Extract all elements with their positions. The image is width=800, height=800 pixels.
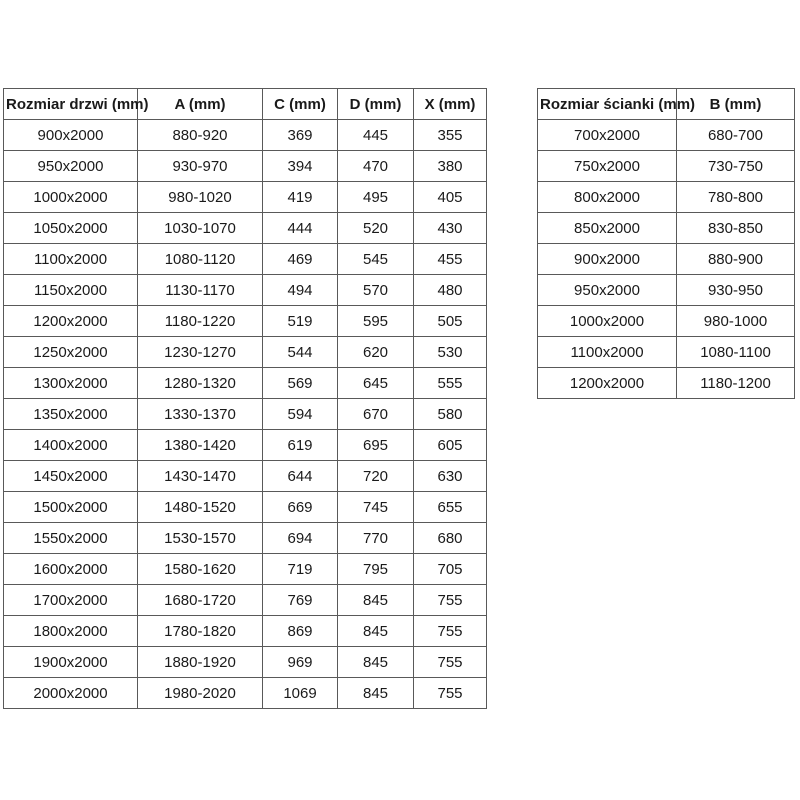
table-cell: 1700x2000 — [4, 585, 138, 616]
table-cell: 455 — [414, 244, 487, 275]
table-row — [538, 213, 795, 244]
table-cell: 1100x2000 — [538, 337, 677, 368]
table-cell: 1430-1470 — [138, 461, 263, 492]
table-row — [4, 368, 487, 399]
table-cell: 869 — [263, 616, 338, 647]
header-cell: C (mm) — [263, 89, 338, 120]
table-cell: 1180-1200 — [677, 368, 795, 399]
table-cell: 1330-1370 — [138, 399, 263, 430]
table-cell: 1980-2020 — [138, 678, 263, 709]
table-row — [538, 275, 795, 306]
table-cell: 770 — [338, 523, 414, 554]
table-cell: 1250x2000 — [4, 337, 138, 368]
table-cell: 1550x2000 — [4, 523, 138, 554]
table-row — [4, 647, 487, 678]
table-cell: 1400x2000 — [4, 430, 138, 461]
table-cell: 2000x2000 — [4, 678, 138, 709]
header-cell: Rozmiar ścianki (mm) — [538, 89, 677, 120]
table-cell: 930-950 — [677, 275, 795, 306]
table-cell: 1130-1170 — [138, 275, 263, 306]
wall-table-body — [538, 120, 795, 399]
table-cell: 900x2000 — [4, 120, 138, 151]
table-cell: 680-700 — [677, 120, 795, 151]
table-cell: 745 — [338, 492, 414, 523]
door-size-table — [3, 88, 487, 709]
table-cell: 1080-1100 — [677, 337, 795, 368]
table-cell: 1800x2000 — [4, 616, 138, 647]
table-cell: 405 — [414, 182, 487, 213]
table-cell: 730-750 — [677, 151, 795, 182]
table-cell: 644 — [263, 461, 338, 492]
table-cell: 1900x2000 — [4, 647, 138, 678]
table-cell: 705 — [414, 554, 487, 585]
table-row — [4, 275, 487, 306]
table-cell: 1030-1070 — [138, 213, 263, 244]
header-cell: D (mm) — [338, 89, 414, 120]
table-cell: 544 — [263, 337, 338, 368]
table-cell: 1100x2000 — [4, 244, 138, 275]
table-cell: 1450x2000 — [4, 461, 138, 492]
table-cell: 380 — [414, 151, 487, 182]
table-cell: 520 — [338, 213, 414, 244]
table-cell: 620 — [338, 337, 414, 368]
table-row — [4, 461, 487, 492]
table-cell: 355 — [414, 120, 487, 151]
table-row — [4, 430, 487, 461]
table-row — [538, 337, 795, 368]
table-row — [4, 492, 487, 523]
table-cell: 1000x2000 — [538, 306, 677, 337]
table-cell: 1780-1820 — [138, 616, 263, 647]
table-cell: 669 — [263, 492, 338, 523]
table-cell: 519 — [263, 306, 338, 337]
table-row — [4, 616, 487, 647]
table-cell: 694 — [263, 523, 338, 554]
header-cell: A (mm) — [138, 89, 263, 120]
table-row — [538, 120, 795, 151]
table-cell: 1150x2000 — [4, 275, 138, 306]
table-row — [538, 368, 795, 399]
table-row — [4, 120, 487, 151]
table-cell: 1230-1270 — [138, 337, 263, 368]
table-cell: 580 — [414, 399, 487, 430]
table-cell: 950x2000 — [538, 275, 677, 306]
table-cell: 1680-1720 — [138, 585, 263, 616]
table-cell: 930-970 — [138, 151, 263, 182]
table-row — [4, 213, 487, 244]
table-cell: 1050x2000 — [4, 213, 138, 244]
table-row — [538, 182, 795, 213]
table-cell: 880-900 — [677, 244, 795, 275]
door-table-body — [4, 120, 487, 709]
table-cell: 630 — [414, 461, 487, 492]
wall-size-table — [537, 88, 795, 399]
table-cell: 850x2000 — [538, 213, 677, 244]
table-cell: 645 — [338, 368, 414, 399]
table-cell: 594 — [263, 399, 338, 430]
table-cell: 1200x2000 — [538, 368, 677, 399]
table-cell: 1280-1320 — [138, 368, 263, 399]
table-cell: 755 — [414, 678, 487, 709]
table-cell: 495 — [338, 182, 414, 213]
table-cell: 950x2000 — [4, 151, 138, 182]
table-cell: 1069 — [263, 678, 338, 709]
table-cell: 845 — [338, 616, 414, 647]
table-row — [538, 244, 795, 275]
table-cell: 1500x2000 — [4, 492, 138, 523]
table-cell: 480 — [414, 275, 487, 306]
table-row — [4, 678, 487, 709]
table-cell: 755 — [414, 616, 487, 647]
table-cell: 719 — [263, 554, 338, 585]
header-cell: X (mm) — [414, 89, 487, 120]
table-cell: 419 — [263, 182, 338, 213]
table-cell: 845 — [338, 647, 414, 678]
table-cell: 755 — [414, 585, 487, 616]
table-cell: 695 — [338, 430, 414, 461]
table-cell: 670 — [338, 399, 414, 430]
table-cell: 1880-1920 — [138, 647, 263, 678]
table-cell: 769 — [263, 585, 338, 616]
table-cell: 1200x2000 — [4, 306, 138, 337]
table-cell: 605 — [414, 430, 487, 461]
table-cell: 1000x2000 — [4, 182, 138, 213]
table-cell: 980-1000 — [677, 306, 795, 337]
table-cell: 980-1020 — [138, 182, 263, 213]
table-cell: 494 — [263, 275, 338, 306]
table-cell: 720 — [338, 461, 414, 492]
table-cell: 569 — [263, 368, 338, 399]
table-cell: 444 — [263, 213, 338, 244]
table-cell: 555 — [414, 368, 487, 399]
table-cell: 795 — [338, 554, 414, 585]
wall-table-header-row — [538, 89, 795, 120]
table-cell: 1300x2000 — [4, 368, 138, 399]
table-row — [4, 523, 487, 554]
table-cell: 1080-1120 — [138, 244, 263, 275]
table-cell: 1530-1570 — [138, 523, 263, 554]
table-cell: 394 — [263, 151, 338, 182]
table-cell: 830-850 — [677, 213, 795, 244]
table-cell: 570 — [338, 275, 414, 306]
table-cell: 545 — [338, 244, 414, 275]
table-cell: 900x2000 — [538, 244, 677, 275]
table-row — [4, 244, 487, 275]
table-row — [4, 399, 487, 430]
table-cell: 530 — [414, 337, 487, 368]
table-cell: 800x2000 — [538, 182, 677, 213]
table-cell: 755 — [414, 647, 487, 678]
table-cell: 845 — [338, 585, 414, 616]
header-cell: Rozmiar drzwi (mm) — [4, 89, 138, 120]
table-row — [4, 151, 487, 182]
table-cell: 969 — [263, 647, 338, 678]
table-cell: 680 — [414, 523, 487, 554]
table-cell: 369 — [263, 120, 338, 151]
table-row — [538, 306, 795, 337]
table-row — [4, 306, 487, 337]
table-row — [4, 554, 487, 585]
table-cell: 655 — [414, 492, 487, 523]
table-cell: 1600x2000 — [4, 554, 138, 585]
table-cell: 445 — [338, 120, 414, 151]
table-cell: 470 — [338, 151, 414, 182]
table-cell: 780-800 — [677, 182, 795, 213]
table-cell: 750x2000 — [538, 151, 677, 182]
table-row — [4, 182, 487, 213]
table-cell: 1180-1220 — [138, 306, 263, 337]
table-cell: 1350x2000 — [4, 399, 138, 430]
table-row — [538, 151, 795, 182]
header-cell: B (mm) — [677, 89, 795, 120]
table-cell: 1480-1520 — [138, 492, 263, 523]
table-cell: 595 — [338, 306, 414, 337]
table-cell: 430 — [414, 213, 487, 244]
door-table-header-row — [4, 89, 487, 120]
table-cell: 469 — [263, 244, 338, 275]
table-row — [4, 585, 487, 616]
table-cell: 700x2000 — [538, 120, 677, 151]
table-row — [4, 337, 487, 368]
table-cell: 1380-1420 — [138, 430, 263, 461]
table-cell: 505 — [414, 306, 487, 337]
table-cell: 1580-1620 — [138, 554, 263, 585]
table-cell: 880-920 — [138, 120, 263, 151]
table-cell: 619 — [263, 430, 338, 461]
table-cell: 845 — [338, 678, 414, 709]
